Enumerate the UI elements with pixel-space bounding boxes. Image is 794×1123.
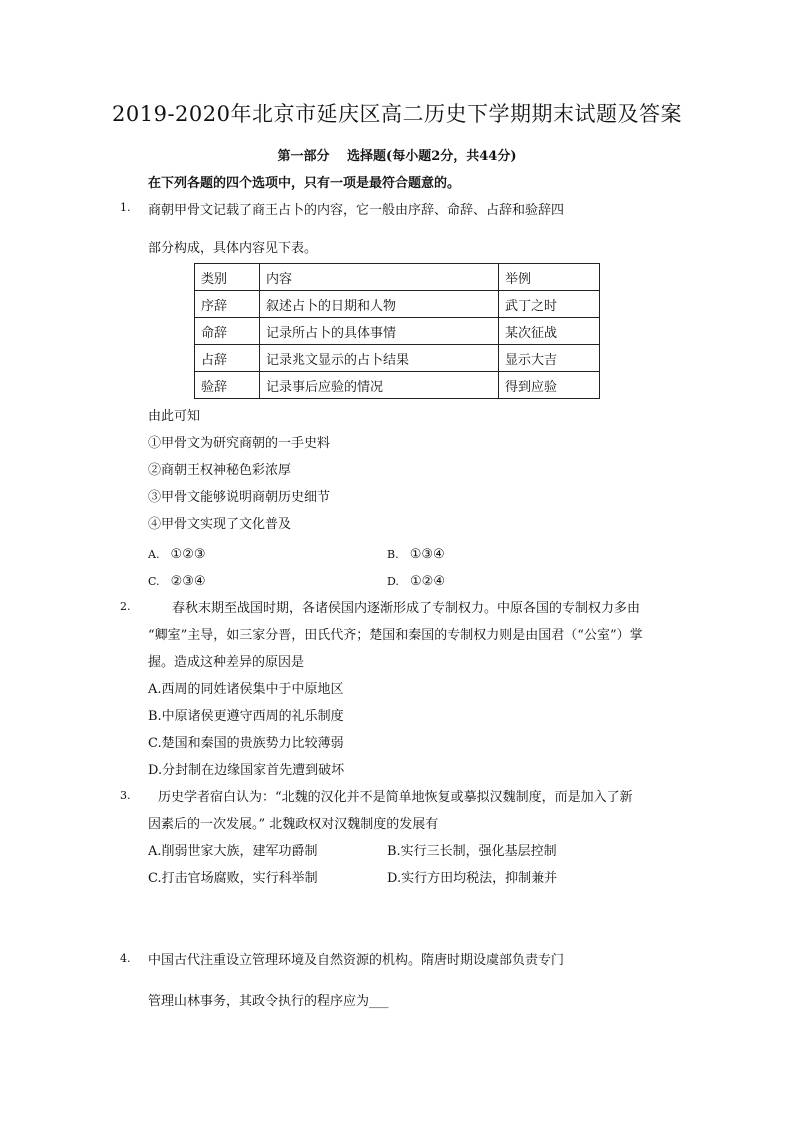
table-cell: 验辞: [195, 372, 260, 399]
question-4-line-1: 中国古代注重设立管理环境及自然资源的机构。隋唐时期设虞部负责专门: [148, 953, 565, 968]
option-text: ②③④: [170, 574, 206, 589]
question-1-option-c[interactable]: [148, 570, 206, 589]
table-cell: 序辞: [195, 291, 260, 318]
table-cell: 显示大吉: [499, 345, 600, 372]
question-1-option-b[interactable]: [387, 543, 445, 562]
question-2-option-c[interactable]: C.楚国和秦国的贵族势力比较薄弱: [148, 736, 344, 751]
question-3-option-c[interactable]: C.打击官场腐败，实行科举制: [148, 871, 318, 886]
section-heading: 第一部分 选择题(每小题2分，共44分): [277, 149, 517, 164]
question-2-option-d[interactable]: D.分封制在边缘国家首先遭到破坏: [148, 763, 345, 778]
table-cell: 得到应验: [499, 372, 600, 399]
table-row: [195, 291, 600, 318]
table-cell: 武丁之时: [499, 291, 600, 318]
question-2-option-a[interactable]: A.西周的同姓诸侯集中于中原地区: [148, 682, 344, 697]
question-3-option-b[interactable]: B.实行三长制，强化基层控制: [387, 844, 557, 859]
option-text: ①②③: [170, 547, 206, 562]
document-title: 2019-2020年北京市延庆区高二历史下学期期末试题及答案: [112, 102, 682, 126]
table-cell: 记录事后应验的情况: [260, 372, 499, 399]
question-1-statement-3: ③甲骨文能够说明商朝历史细节: [148, 490, 331, 505]
table-cell: 某次征战: [499, 318, 600, 345]
option-text: ①②④: [410, 574, 445, 589]
question-2-line-1: 春秋末期至战国时期，各诸侯国内逐渐形成了专制权力。中原各国的专制权力多由: [172, 601, 641, 616]
question-3-option-d[interactable]: D.实行方田均税法，抑制兼并: [387, 871, 558, 886]
question-3-number: 3.: [120, 789, 131, 802]
question-2-line-3: 握。造成这种差异的原因是: [148, 655, 305, 670]
table-cell: 占辞: [195, 345, 260, 372]
table-header-cell: 类别: [195, 264, 260, 291]
question-4-line-2: 管理山林事务，其政令执行的程序应为___: [148, 994, 389, 1009]
table-cell: 命辞: [195, 318, 260, 345]
question-1-statement-1: ①甲骨文为研究商朝的一手史料: [148, 436, 331, 451]
option-text: ①③④: [409, 547, 445, 562]
question-1-statement-2: ②商朝王权神秘色彩浓厚: [148, 463, 292, 478]
option-label: D.: [387, 575, 399, 588]
question-4-number: 4.: [120, 952, 131, 965]
table-cell: 记录所占卜的具体事情: [260, 318, 499, 345]
question-3-line-1: 历史学者宿白认为：“北魏的汉化并不是简单地恢复或摹拟汉魏制度，而是加入了新: [158, 790, 633, 805]
question-1-statement-4: ④甲骨文实现了文化普及: [148, 517, 292, 532]
table-row: [195, 318, 600, 345]
option-label: C.: [148, 575, 160, 588]
question-2-option-b[interactable]: B.中原诸侯更遵守西周的礼乐制度: [148, 709, 344, 724]
question-3-option-a[interactable]: A.削弱世家大族，建军功爵制: [148, 844, 318, 859]
question-2-line-2: “卿室”主导，如三家分晋，田氏代齐；楚国和秦国的专制权力则是由国君（“公室”）掌: [148, 628, 643, 643]
question-1-stem-line-2: 部分构成，具体内容见下表。: [148, 241, 318, 256]
question-1-lead: 由此可知: [148, 409, 201, 424]
table-header-cell: 举例: [499, 264, 600, 291]
question-1-number: 1.: [120, 201, 131, 214]
question-1-stem-line-1: 商朝甲骨文记载了商王占卜的内容，它一般由序辞、命辞、占辞和验辞四: [148, 203, 565, 218]
table-row: [195, 372, 600, 399]
question-1-table: [194, 263, 600, 399]
table-header-row: [195, 264, 600, 291]
table-row: [195, 345, 600, 372]
question-3-line-2: 因素后的一次发展。” 北魏政权对汉魏制度的发展有: [148, 817, 439, 832]
question-1-option-a[interactable]: [148, 543, 206, 562]
table-cell: 记录兆文显示的占卜结果: [260, 345, 499, 372]
option-label: A.: [148, 548, 160, 561]
table-header-cell: 内容: [260, 264, 499, 291]
option-label: B.: [387, 548, 399, 561]
question-1-option-d[interactable]: [387, 570, 445, 589]
table-cell: 叙述占卜的日期和人物: [260, 291, 499, 318]
question-2-number: 2.: [120, 600, 131, 613]
instruction-text: 在下列各题的四个选项中，只有一项是最符合题意的。: [148, 176, 461, 191]
